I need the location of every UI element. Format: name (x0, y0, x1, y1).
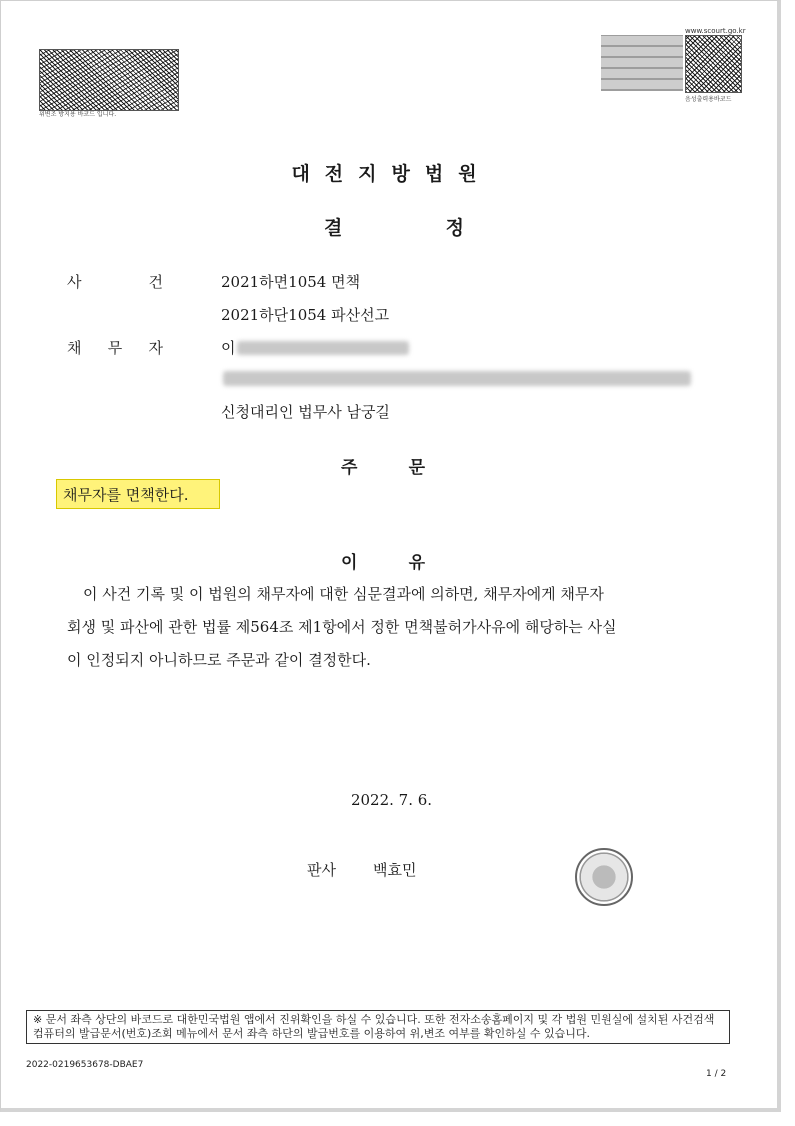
case-number-2: 2021하단1054 파산선고 (221, 306, 390, 324)
judge-title: 판사 (307, 861, 336, 879)
barcode-caption: 위변조 방지용 바코드 입니다. (39, 111, 117, 118)
court-name: 대전지방법원 (291, 163, 492, 185)
order-heading (341, 453, 425, 478)
reason-line: 회생 및 파산에 관한 법률 제564조 제1항에서 정한 면책불허가사유에 해당하는 사실 (67, 618, 617, 636)
heading-char: 주 (341, 458, 358, 478)
title-char: 결 (324, 217, 343, 239)
heading-char: 문 (408, 458, 425, 478)
judge-name: 백효민 (373, 861, 417, 879)
reason-line: 이 사건 기록 및 이 법원의 채무자에 대한 심문결과에 의하면, 채무자에게 채무자 (83, 585, 604, 603)
heading-char: 이 (341, 553, 358, 573)
judge-seal-icon (575, 848, 633, 906)
reason-heading (341, 548, 425, 573)
label-char: 건 (148, 273, 163, 291)
order-text: 채무자를 면책한다. (56, 479, 220, 509)
case-number-1: 2021하면1054 면책 (221, 273, 361, 291)
redacted-name (237, 341, 409, 355)
decision-date: 2022. 7. 6. (350, 791, 433, 809)
label-char: 자 (148, 339, 163, 357)
court-url: www.scourt.go.kr (685, 27, 746, 35)
issue-number: 2022-0219653678-DBAE7 (26, 1060, 144, 1070)
label-char: 무 (107, 339, 123, 357)
voice-barcode-caption: 음성출력용바코드 (685, 96, 732, 103)
redacted-address (223, 371, 691, 386)
anti-forgery-barcode (39, 49, 179, 111)
debtor-label (67, 337, 163, 358)
applicant-agent: 신청대리인 법무사 남궁길 (221, 403, 390, 421)
page-number: 1 / 2 (706, 1069, 727, 1079)
verification-notice: ※ 문서 좌측 상단의 바코드로 대한민국법원 앱에서 진위확인을 하실 수 있습니다. 또한 전자소송홈페이지 및 각 법원 민원실에 설치된 사건검색 컴퓨터의 발급문서(번호)조회 메뉴에서 문서 좌측 하단의 발급번호를 이용하여 위,변조 여부를 확인하실 수 있습니다. (26, 1010, 730, 1044)
reason-line: 이 인정되지 아니하므로 주문과 같이 결정한다. (67, 651, 371, 669)
label-char: 사 (67, 273, 82, 291)
debtor-name-prefix: 이 (221, 339, 236, 357)
court-seal-image (601, 35, 683, 91)
heading-char: 유 (408, 553, 425, 573)
reason-body (67, 578, 717, 677)
label-char: 채 (67, 339, 82, 357)
title-char: 정 (445, 217, 464, 239)
document-title (324, 213, 464, 240)
voice-output-barcode (685, 35, 742, 93)
case-label (67, 271, 163, 292)
